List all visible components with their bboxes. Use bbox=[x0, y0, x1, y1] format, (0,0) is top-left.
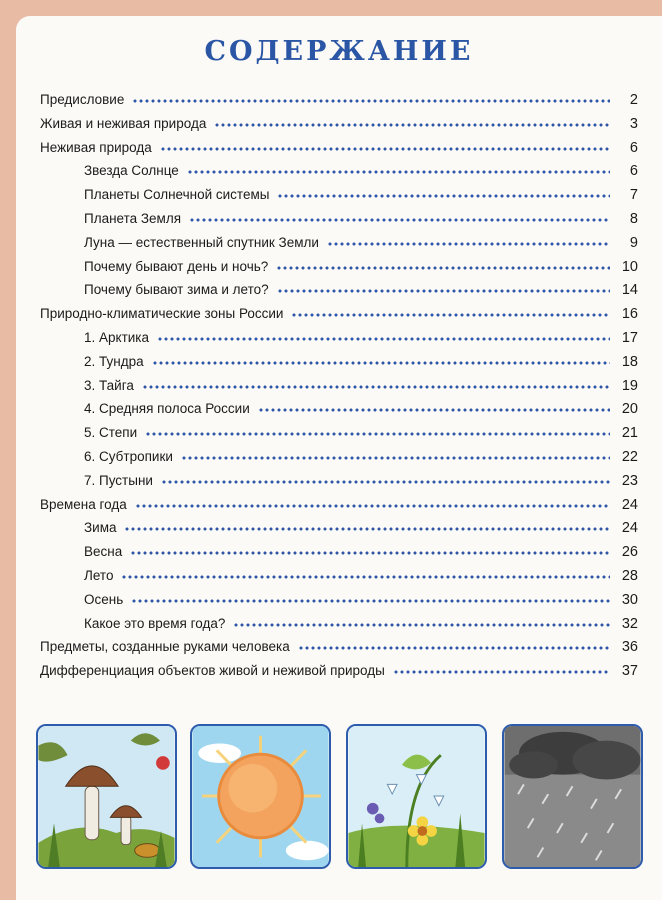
toc-leader-dots bbox=[189, 218, 610, 222]
toc-page-number: 26 bbox=[621, 544, 638, 561]
toc-label: Луна — естественный спутник Земли bbox=[84, 234, 319, 250]
toc-leader-dots bbox=[276, 266, 610, 270]
toc-leader-dots bbox=[277, 289, 610, 293]
toc-label: Природно-климатические зоны России bbox=[40, 306, 284, 322]
toc-page-number: 8 bbox=[629, 211, 638, 227]
toc-page-number: 30 bbox=[621, 591, 638, 608]
toc-page-number: 20 bbox=[621, 401, 638, 418]
toc-row bbox=[84, 378, 638, 400]
toc-leader-dots bbox=[277, 194, 610, 198]
rain-cloud-icon bbox=[504, 726, 641, 867]
toc-row bbox=[84, 163, 638, 185]
toc-row bbox=[84, 425, 638, 447]
toc-leader-dots bbox=[131, 599, 610, 603]
toc-row bbox=[84, 354, 638, 376]
toc-label: Почему бывают день и ночь? bbox=[84, 258, 269, 274]
toc-page-number: 17 bbox=[621, 330, 638, 346]
toc-leader-dots bbox=[132, 99, 610, 103]
toc-page-number: 28 bbox=[621, 568, 638, 584]
toc-leader-dots bbox=[142, 385, 610, 389]
page-title: СОДЕРЖАНИЕ bbox=[204, 36, 474, 67]
toc-row bbox=[40, 497, 638, 519]
toc-row bbox=[84, 401, 638, 423]
toc-page-number: 3 bbox=[629, 115, 638, 132]
toc-leader-dots bbox=[121, 575, 610, 579]
toc-label: Планеты Солнечной системы bbox=[84, 187, 270, 203]
toc-row bbox=[84, 211, 638, 233]
toc-leader-dots bbox=[233, 623, 610, 627]
toc-label: Планета Земля bbox=[84, 211, 182, 226]
toc-row bbox=[40, 140, 638, 162]
page bbox=[16, 16, 662, 900]
toc-label: 4. Средняя полоса России bbox=[84, 401, 250, 417]
toc-page-number: 10 bbox=[621, 258, 638, 275]
toc-row bbox=[84, 592, 638, 614]
toc-label: Предисловие bbox=[40, 92, 125, 107]
toc-label: 7. Пустыни bbox=[84, 472, 153, 488]
toc-leader-dots bbox=[298, 646, 610, 650]
toc-row bbox=[84, 235, 638, 257]
flowers-icon bbox=[348, 726, 485, 867]
toc-leader-dots bbox=[135, 504, 610, 508]
toc-page-number: 14 bbox=[621, 282, 638, 299]
toc-leader-dots bbox=[214, 123, 610, 127]
toc-page-number: 32 bbox=[621, 615, 638, 632]
toc-leader-dots bbox=[145, 432, 610, 436]
toc-leader-dots bbox=[291, 313, 610, 317]
toc-row bbox=[84, 187, 638, 209]
toc-label: 3. Тайга bbox=[84, 377, 134, 393]
toc-row bbox=[40, 306, 638, 328]
toc-page-number: 23 bbox=[621, 472, 638, 489]
toc-row bbox=[84, 616, 638, 638]
toc-leader-dots bbox=[187, 170, 610, 174]
toc-row bbox=[84, 568, 638, 590]
toc-label: Осень bbox=[84, 591, 124, 607]
toc-leader-dots bbox=[181, 456, 610, 460]
toc-row bbox=[84, 544, 638, 566]
toc-label: 5. Степи bbox=[84, 425, 138, 441]
toc-leader-dots bbox=[130, 551, 610, 555]
toc-page-number: 36 bbox=[621, 639, 638, 656]
toc-leader-dots bbox=[161, 480, 610, 484]
toc-label: Предметы, созданные руками человека bbox=[40, 639, 290, 655]
toc-row bbox=[84, 282, 638, 304]
toc-leader-dots bbox=[393, 670, 610, 674]
toc-row bbox=[84, 449, 638, 471]
toc-label: 2. Тундра bbox=[84, 353, 144, 369]
toc-row bbox=[40, 663, 638, 685]
mushrooms-icon bbox=[38, 726, 175, 867]
toc-leader-dots bbox=[160, 147, 610, 151]
toc-label: Звезда Солнце bbox=[84, 163, 179, 179]
toc-leader-dots bbox=[327, 242, 610, 246]
toc-page-number: 19 bbox=[621, 377, 638, 394]
toc-page-number: 9 bbox=[629, 234, 638, 251]
toc-page-number: 21 bbox=[621, 425, 638, 442]
toc-row bbox=[84, 259, 638, 281]
mushrooms-illustration bbox=[36, 724, 177, 869]
toc-page-number: 37 bbox=[621, 663, 638, 680]
toc-page-number: 6 bbox=[629, 139, 638, 156]
toc-row bbox=[40, 116, 638, 138]
toc-page-number: 6 bbox=[629, 163, 638, 180]
toc-page-number: 18 bbox=[621, 353, 638, 370]
toc-label: 6. Субтропики bbox=[84, 449, 173, 464]
toc-page-number: 22 bbox=[621, 449, 638, 465]
toc-label: Дифференциация объектов живой и неживой природы bbox=[40, 663, 385, 679]
toc-leader-dots bbox=[157, 337, 610, 341]
toc-leader-dots bbox=[152, 361, 610, 365]
toc-label: Неживая природа bbox=[40, 139, 152, 155]
toc-label: Лето bbox=[84, 568, 114, 583]
toc-page-number: 2 bbox=[629, 92, 638, 108]
rain-illustration bbox=[502, 724, 643, 869]
toc-label: Какое это время года? bbox=[84, 615, 226, 631]
sun-icon bbox=[192, 726, 329, 867]
toc-leader-dots bbox=[258, 408, 610, 412]
toc-row bbox=[84, 473, 638, 495]
toc-row bbox=[40, 639, 638, 661]
toc-page-number: 24 bbox=[621, 520, 638, 537]
toc-leader-dots bbox=[124, 527, 610, 531]
toc-page-number: 7 bbox=[629, 187, 638, 204]
flowers-illustration bbox=[346, 724, 487, 869]
toc-row bbox=[40, 92, 638, 114]
toc-page-number: 16 bbox=[621, 306, 638, 323]
sun-illustration bbox=[190, 724, 331, 869]
toc-label: Почему бывают зима и лето? bbox=[84, 282, 269, 298]
toc-row bbox=[84, 330, 638, 352]
toc-label: Живая и неживая природа bbox=[40, 115, 207, 131]
toc-label: Времена года bbox=[40, 496, 127, 512]
toc-label: Зима bbox=[84, 520, 117, 536]
toc-row bbox=[84, 520, 638, 542]
toc-page-number: 24 bbox=[621, 496, 638, 513]
toc-label: Весна bbox=[84, 544, 123, 560]
toc-label: 1. Арктика bbox=[84, 330, 150, 345]
